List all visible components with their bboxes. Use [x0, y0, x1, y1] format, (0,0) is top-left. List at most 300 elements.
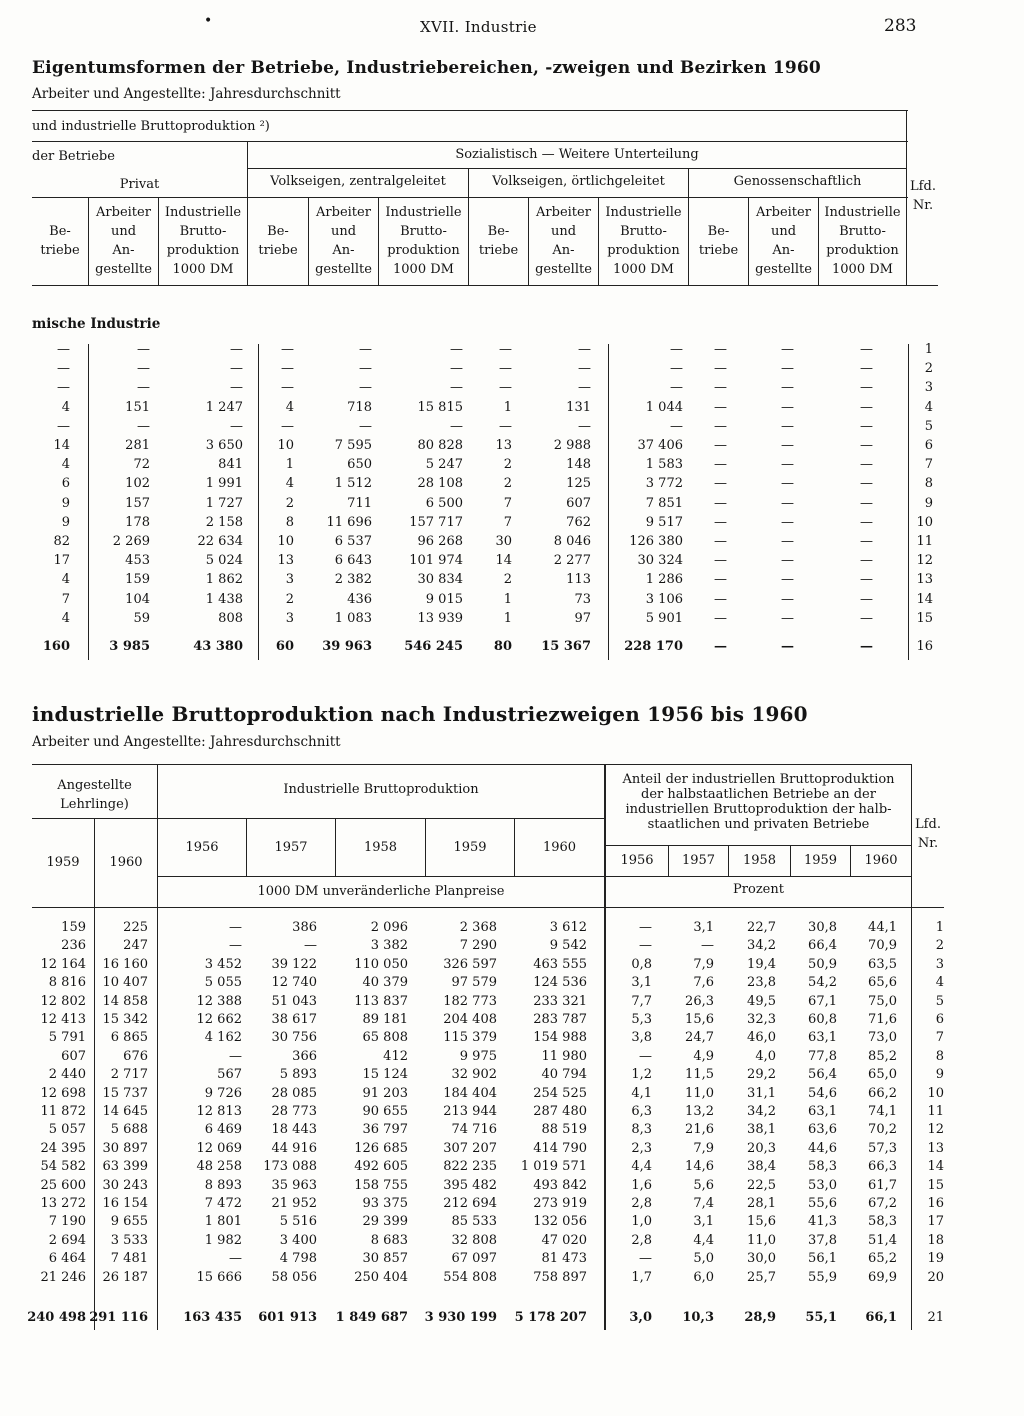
cell: 21 246 — [40, 1269, 86, 1285]
cell: — — [781, 476, 794, 492]
cell: — — [499, 380, 512, 396]
cell: 13,2 — [685, 1104, 714, 1119]
cell: — — [359, 361, 372, 377]
table1-subtitle: Arbeiter und Angestellte: Jahresdurchschnitt — [32, 86, 341, 102]
row-number: 12 — [927, 1122, 944, 1138]
table2-row — [0, 1270, 1024, 1288]
cell: 65,2 — [868, 1251, 897, 1267]
row-number: 11 — [927, 1104, 944, 1119]
cell: 395 482 — [443, 1177, 497, 1193]
table2-row — [0, 1012, 1024, 1030]
table2-row — [0, 938, 1024, 956]
cell: 38,1 — [747, 1122, 776, 1138]
cell: 1 512 — [334, 476, 372, 492]
cell: 15,6 — [685, 1012, 714, 1027]
cell: 54,6 — [808, 1085, 837, 1101]
cell: — — [670, 361, 683, 377]
cell: 808 — [218, 610, 243, 626]
cell: 3 533 — [110, 1232, 148, 1248]
cell: 6 865 — [110, 1030, 148, 1046]
cell: 7,7 — [631, 993, 652, 1009]
cell: — — [714, 342, 727, 357]
cell: 5 055 — [204, 975, 242, 991]
cell: 15,6 — [747, 1214, 776, 1230]
cell: — — [304, 938, 317, 954]
cell: 1 019 571 — [520, 1159, 587, 1175]
cell: 132 056 — [533, 1214, 587, 1230]
cell: 13 272 — [40, 1196, 86, 1211]
cell: 160 — [42, 639, 70, 654]
row-number: 16 — [927, 1196, 944, 1211]
cell: — — [714, 438, 727, 453]
table1-row — [0, 361, 1024, 379]
cell: — — [781, 534, 794, 549]
cell: 12 069 — [196, 1140, 242, 1156]
table2-row — [0, 1104, 1024, 1122]
cell: 4,4 — [631, 1159, 652, 1175]
cell: — — [714, 457, 727, 473]
cell: — — [781, 514, 794, 530]
row-number: 3 — [924, 380, 933, 396]
cell: 12 662 — [196, 1012, 242, 1027]
table2-total-row — [0, 1310, 1024, 1328]
cell: 12 802 — [40, 993, 86, 1009]
cell: 6 537 — [334, 534, 372, 549]
cell: — — [359, 380, 372, 396]
cell: 9 655 — [110, 1214, 148, 1230]
cell: 58 056 — [271, 1269, 317, 1285]
cell: 74 716 — [451, 1122, 497, 1138]
row-number: 21 — [927, 1310, 944, 1325]
cell: — — [714, 361, 727, 377]
cell: — — [860, 591, 873, 607]
cell: 60 — [275, 639, 294, 654]
row-number: 2 — [935, 938, 944, 954]
cell: 12 388 — [196, 993, 242, 1009]
table2-header-ibp-1956: 1956 — [185, 840, 219, 855]
cell: 758 897 — [533, 1269, 587, 1285]
cell: 50,9 — [808, 956, 837, 972]
table2-row — [0, 1214, 1024, 1232]
row-number: 10 — [927, 1085, 944, 1101]
cell: 178 — [125, 514, 150, 530]
cell: 30,8 — [808, 920, 837, 935]
cell: 7,9 — [693, 956, 714, 972]
cell: 13 — [277, 553, 294, 569]
cell: 5 893 — [279, 1067, 317, 1083]
table2-header-ibp-1960: 1960 — [542, 840, 577, 855]
cell: 66,3 — [868, 1159, 897, 1175]
cell: 1 286 — [645, 572, 683, 588]
cell: — — [714, 534, 727, 549]
table1-header-top-label: und industrielle Bruttoproduktion ²) — [32, 119, 270, 134]
row-number: 4 — [935, 975, 944, 991]
cell: — — [359, 418, 372, 434]
cell: 60,8 — [808, 1012, 837, 1027]
cell: — — [860, 476, 873, 492]
cell: 28 773 — [271, 1104, 317, 1119]
row-number: 1 — [924, 342, 933, 357]
cell: 11 980 — [541, 1048, 587, 1064]
cell: 14 — [495, 553, 512, 569]
cell: 88 519 — [541, 1122, 587, 1138]
cell: 22,5 — [747, 1177, 776, 1193]
cell: 16 154 — [102, 1196, 148, 1211]
cell: 254 525 — [533, 1085, 587, 1101]
cell: 30 243 — [102, 1177, 148, 1193]
cell: 97 — [574, 610, 591, 626]
cell: 212 694 — [443, 1196, 497, 1211]
cell: 601 913 — [258, 1310, 317, 1325]
cell: 15 367 — [541, 639, 591, 654]
cell: 7,9 — [693, 1140, 714, 1156]
cell: 3 772 — [645, 476, 683, 492]
cell: 158 755 — [354, 1177, 408, 1193]
cell: 4 — [61, 610, 70, 626]
table1-header-lfd: Lfd. Nr. — [910, 179, 936, 213]
cell: 1 083 — [334, 610, 372, 626]
table2-header-anteil: Anteil der industriellen Bruttoproduktion der halbstaatlichen Betriebe an der industriellen Bruttoproduktion der halb- staatlichen und privaten Betriebe — [622, 772, 895, 832]
table1-row — [0, 438, 1024, 456]
cell: 124 536 — [533, 975, 587, 991]
row-number: 15 — [927, 1177, 944, 1193]
cell: 115 379 — [443, 1030, 497, 1046]
cell: — — [781, 380, 794, 396]
cell: 3 106 — [645, 591, 683, 607]
cell: — — [781, 361, 794, 377]
cell: 2 440 — [48, 1067, 86, 1083]
cell: 10 — [277, 438, 294, 453]
cell: 7 190 — [48, 1214, 86, 1230]
cell: 247 — [123, 938, 148, 954]
table1-header-betriebe-privat: Be- triebe — [40, 224, 80, 258]
table1-header-betriebe-zentral: Be- triebe — [258, 224, 298, 258]
cell: — — [639, 1048, 652, 1064]
cell: 154 988 — [533, 1030, 587, 1046]
cell: 70,2 — [868, 1122, 897, 1138]
cell: 4,4 — [693, 1232, 714, 1248]
cell: 131 — [566, 399, 591, 415]
cell: 126 380 — [629, 534, 683, 549]
cell: 44,6 — [808, 1140, 837, 1156]
cell: 3 612 — [549, 920, 587, 935]
cell: 163 435 — [183, 1310, 242, 1325]
cell: 3 650 — [205, 438, 243, 453]
row-number: 6 — [935, 1012, 944, 1027]
cell: 11 872 — [40, 1104, 86, 1119]
cell: 9 — [61, 495, 70, 511]
cell: 25,7 — [747, 1269, 776, 1285]
table1-row — [0, 611, 1024, 629]
cell: 38 617 — [271, 1012, 317, 1027]
cell: 12 740 — [271, 975, 317, 991]
table1-header-genossenschaftlich: Genossenschaftlich — [733, 174, 862, 189]
cell: 34,2 — [747, 938, 776, 954]
cell: — — [714, 476, 727, 492]
cell: 3,1 — [631, 975, 652, 991]
cell: 8 683 — [370, 1232, 408, 1248]
cell: 2 694 — [48, 1232, 86, 1248]
row-number: 5 — [935, 993, 944, 1009]
cell: 4,1 — [631, 1085, 652, 1101]
cell: 32 902 — [451, 1067, 497, 1083]
cell: 366 — [292, 1048, 317, 1064]
cell: 126 685 — [354, 1140, 408, 1156]
cell: — — [860, 342, 873, 357]
cell: 80 — [493, 639, 512, 654]
cell: 7 290 — [459, 938, 497, 954]
cell: 3 452 — [204, 956, 242, 972]
cell: 9 975 — [459, 1048, 497, 1064]
cell: — — [359, 342, 372, 357]
cell: 607 — [566, 495, 591, 511]
row-number: 8 — [924, 476, 933, 492]
cell: 546 245 — [404, 639, 463, 654]
table1-row — [0, 572, 1024, 590]
cell: 14,6 — [685, 1159, 714, 1175]
cell: 57,3 — [868, 1140, 897, 1156]
row-number: 18 — [927, 1232, 944, 1248]
table1-row — [0, 380, 1024, 398]
cell: — — [781, 342, 794, 357]
cell: 8 046 — [553, 534, 591, 549]
cell: 63,6 — [808, 1122, 837, 1138]
table2-row — [0, 1086, 1024, 1104]
cell: 40 794 — [541, 1067, 587, 1083]
cell: 23,8 — [747, 975, 776, 991]
cell: — — [860, 534, 873, 549]
table2-header-angestellte: Angestellte Lehrlinge) — [57, 778, 132, 812]
table1-row — [0, 515, 1024, 533]
table2-header-unit: 1000 DM unveränderliche Planpreise — [257, 884, 505, 899]
cell: — — [714, 418, 727, 434]
cell: — — [230, 361, 243, 377]
cell: 554 808 — [443, 1269, 497, 1285]
cell: 21 952 — [271, 1196, 317, 1211]
row-number: 20 — [927, 1269, 944, 1285]
table2-row — [0, 994, 1024, 1012]
cell: 2 — [503, 572, 512, 588]
cell: 607 — [61, 1048, 86, 1064]
cell: 63,1 — [808, 1030, 837, 1046]
cell: 91 203 — [362, 1085, 408, 1101]
cell: 11,5 — [685, 1067, 714, 1083]
cell: 30 — [495, 534, 512, 549]
cell: 39 122 — [271, 956, 317, 972]
cell: 16 160 — [102, 956, 148, 972]
cell: 38,4 — [747, 1159, 776, 1175]
cell: 1 247 — [205, 399, 243, 415]
cell: 32 808 — [451, 1232, 497, 1248]
cell: 228 170 — [624, 639, 683, 654]
cell: — — [860, 457, 873, 473]
row-number: 4 — [924, 399, 933, 415]
cell: 24 395 — [40, 1140, 86, 1156]
row-number: 13 — [916, 572, 933, 588]
table1-row — [0, 534, 1024, 552]
cell: 49,5 — [747, 993, 776, 1009]
table1-header-sozialistisch: Sozialistisch — Weitere Unterteilung — [455, 147, 699, 162]
cell: 11,0 — [747, 1232, 776, 1248]
cell: — — [714, 514, 727, 530]
cell: 24,7 — [685, 1030, 714, 1046]
cell: 44,1 — [868, 920, 897, 935]
cell: — — [137, 380, 150, 396]
cell: 412 — [383, 1048, 408, 1064]
cell: 463 555 — [533, 956, 587, 972]
cell: 67,2 — [868, 1196, 897, 1211]
cell: — — [499, 361, 512, 377]
cell: 1,0 — [631, 1214, 652, 1230]
cell: 53,0 — [808, 1177, 837, 1193]
page-number: 283 — [884, 16, 917, 36]
cell: 1 991 — [205, 476, 243, 492]
cell: 7 472 — [204, 1196, 242, 1211]
cell: 3 382 — [370, 938, 408, 954]
cell: — — [781, 399, 794, 415]
row-number: 9 — [935, 1067, 944, 1083]
table2-row — [0, 1159, 1024, 1177]
cell: 1,6 — [631, 1177, 652, 1193]
cell: 9 726 — [204, 1085, 242, 1101]
cell: 3,0 — [629, 1310, 652, 1325]
cell: — — [450, 342, 463, 357]
table2-title: industrielle Bruttoproduktion nach Industriezweigen 1956 bis 1960 — [32, 702, 808, 726]
table2-header-pct-1958: 1958 — [742, 853, 777, 868]
cell: — — [230, 380, 243, 396]
cell: 25 600 — [40, 1177, 86, 1193]
cell: 51,4 — [868, 1232, 897, 1248]
table1-row — [0, 592, 1024, 610]
row-number: 3 — [935, 956, 944, 972]
cell: 30 834 — [417, 572, 463, 588]
row-number: 12 — [916, 553, 933, 569]
cell: 1,7 — [631, 1269, 652, 1285]
cell: 90 655 — [362, 1104, 408, 1119]
cell: 1 849 687 — [335, 1310, 408, 1325]
cell: 12 413 — [40, 1012, 86, 1027]
cell: 22,7 — [747, 920, 776, 935]
table1-section-label: mische Industrie — [32, 316, 161, 332]
cell: 34,2 — [747, 1104, 776, 1119]
cell: 7 — [503, 495, 512, 511]
cell: 54,2 — [808, 975, 837, 991]
cell: 225 — [123, 920, 148, 935]
cell: 30 857 — [362, 1251, 408, 1267]
cell: — — [450, 361, 463, 377]
cell: 4 — [61, 572, 70, 588]
cell: 287 480 — [533, 1104, 587, 1119]
cell: 3 — [285, 610, 294, 626]
cell: 4 — [285, 476, 294, 492]
row-number: 16 — [916, 639, 933, 654]
cell: — — [578, 418, 591, 434]
cell: 55,1 — [805, 1310, 837, 1325]
cell: — — [229, 1251, 242, 1267]
cell: 56,1 — [808, 1251, 837, 1267]
table2-row — [0, 1251, 1024, 1269]
cell: 5,0 — [693, 1251, 714, 1267]
cell: 5 024 — [205, 553, 243, 569]
table2-header-pct-1960: 1960 — [864, 853, 898, 868]
cell: 281 — [125, 438, 150, 453]
table1-header-betriebe-genossen: Be- triebe — [698, 224, 739, 258]
cell: 10 — [277, 534, 294, 549]
cell: — — [578, 361, 591, 377]
table1-row — [0, 476, 1024, 494]
row-number: 9 — [924, 495, 933, 511]
cell: 15 342 — [102, 1012, 148, 1027]
cell: 75,0 — [868, 993, 897, 1009]
cell: 11 696 — [326, 514, 372, 530]
table1-row — [0, 553, 1024, 571]
cell: 17 — [53, 553, 70, 569]
cell: — — [281, 380, 294, 396]
table2-header-1959: 1959 — [46, 855, 80, 870]
cell: — — [781, 457, 794, 473]
cell: 22 634 — [197, 534, 243, 549]
cell: 44 916 — [271, 1140, 317, 1156]
cell: 66,2 — [868, 1085, 897, 1101]
cell: 1 044 — [645, 399, 683, 415]
cell: 182 773 — [443, 993, 497, 1009]
cell: 762 — [566, 514, 591, 530]
cell: 1 — [503, 610, 512, 626]
table2-header-pct-1957: 1957 — [681, 853, 716, 868]
cell: — — [714, 572, 727, 588]
cell: 6 464 — [48, 1251, 86, 1267]
row-number: 14 — [927, 1159, 944, 1175]
cell: 30 324 — [637, 553, 683, 569]
cell: 307 207 — [443, 1140, 497, 1156]
cell: 2 — [285, 591, 294, 607]
cell: — — [860, 380, 873, 396]
cell: 3 — [285, 572, 294, 588]
cell: — — [137, 342, 150, 357]
cell: — — [860, 438, 873, 453]
cell: 18 443 — [271, 1122, 317, 1138]
cell: 69,9 — [868, 1269, 897, 1285]
cell: 7 481 — [110, 1251, 148, 1267]
cell: — — [714, 399, 727, 415]
cell: 97 579 — [451, 975, 497, 991]
cell: 65,0 — [868, 1067, 897, 1083]
cell: 101 974 — [409, 553, 463, 569]
cell: 6,0 — [693, 1269, 714, 1285]
cell: 61,7 — [868, 1177, 897, 1193]
cell: 30 756 — [271, 1030, 317, 1046]
cell: 5 516 — [279, 1214, 317, 1230]
cell: 15 737 — [102, 1085, 148, 1101]
cell: 104 — [125, 591, 150, 607]
cell: — — [714, 639, 727, 654]
cell: 650 — [347, 457, 372, 473]
cell: — — [781, 572, 794, 588]
cell: 66,1 — [865, 1310, 897, 1325]
cell: 6,3 — [631, 1104, 652, 1119]
page-mark: • — [204, 13, 213, 29]
cell: 1,2 — [631, 1067, 652, 1083]
cell: 2 — [503, 476, 512, 492]
cell: 2,3 — [631, 1140, 652, 1156]
cell: — — [578, 380, 591, 396]
cell: 157 — [125, 495, 150, 511]
cell: — — [781, 553, 794, 569]
cell: 9 — [61, 514, 70, 530]
table2-row — [0, 1233, 1024, 1251]
cell: 46,0 — [747, 1030, 776, 1046]
cell: — — [281, 418, 294, 434]
